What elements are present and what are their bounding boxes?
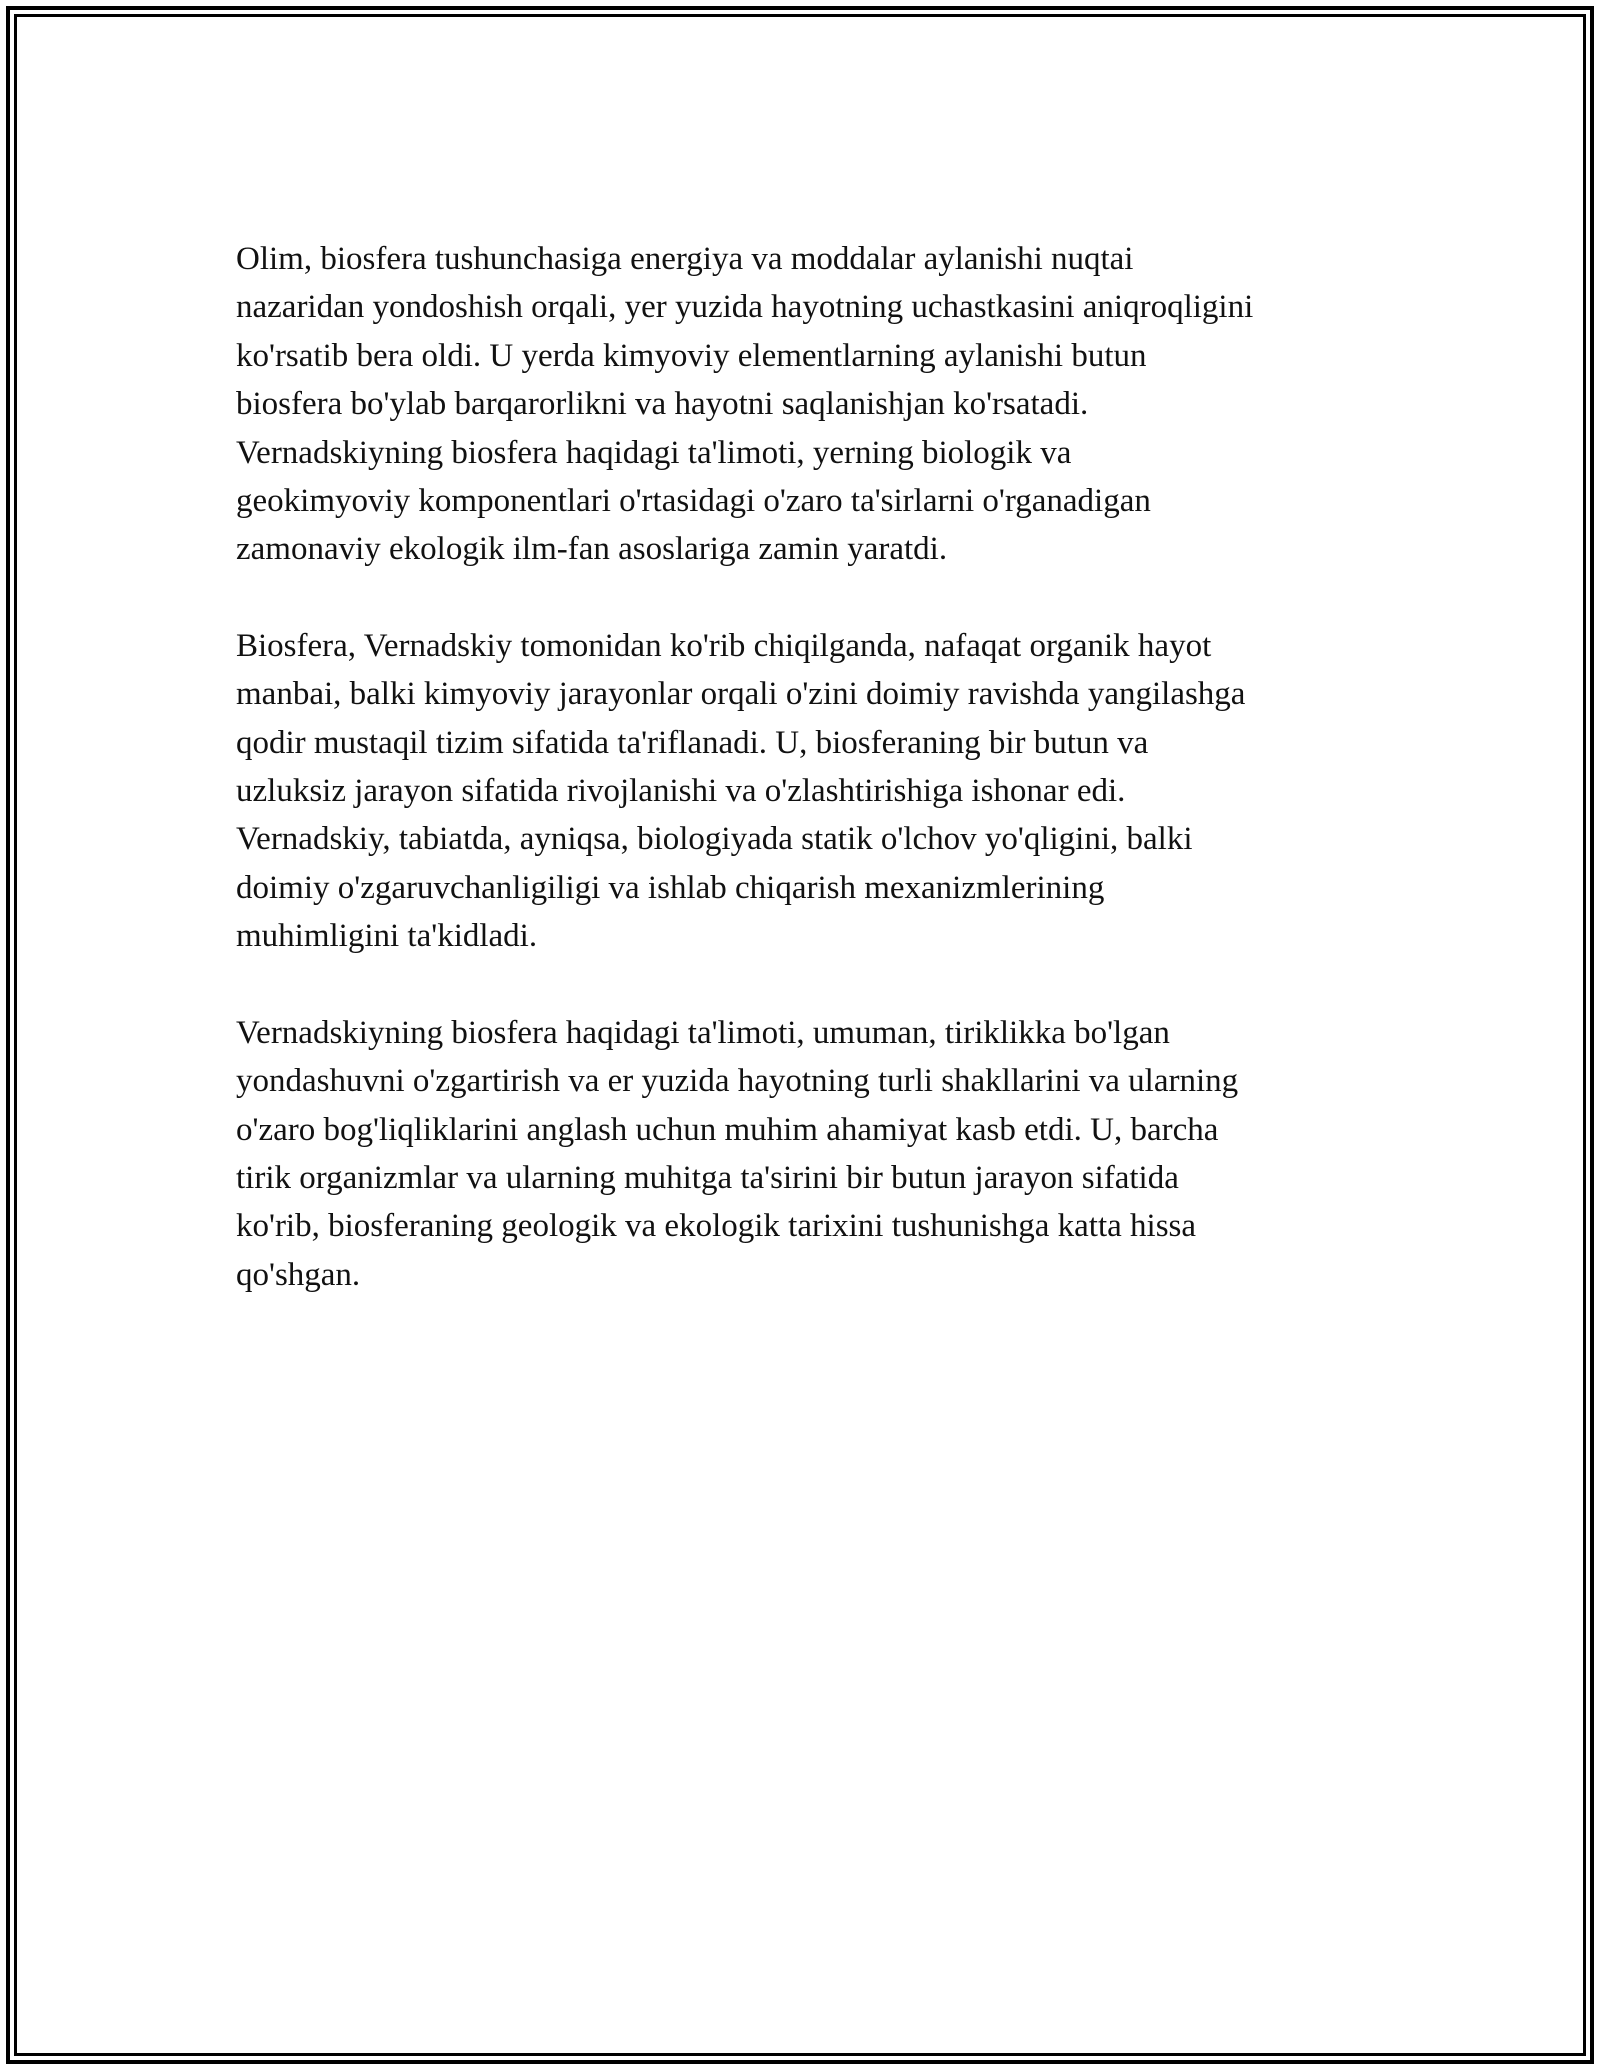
- text-line: ko'rsatib bera oldi. U yerda kimyoviy elementlarning aylanishi butun: [236, 337, 1147, 374]
- text-line: qodir mustaqil tizim sifatida ta'riflanadi. U, biosferaning bir butun va: [236, 724, 1149, 761]
- text-line: nazaridan yondoshish orqali, yer yuzida hayotning uchastkasini aniqroqligini: [236, 289, 1254, 326]
- paragraph-2: [236, 622, 1376, 961]
- text-line: tirik organizmlar va ularning muhitga ta'sirini bir butun jarayon sifatida: [236, 1159, 1179, 1196]
- paragraph-1: [236, 235, 1376, 574]
- text-line: geokimyoviy komponentlari o'rtasidagi o'zaro ta'sirlarni o'rganadigan: [236, 483, 1151, 520]
- text-line: Olim, biosfera tushunchasiga energiya va moddalar aylanishi nuqtai: [236, 241, 1134, 277]
- text-line: uzluksiz jarayon sifatida rivojlanishi va o'zlashtirishiga ishonar edi.: [236, 773, 1126, 810]
- document-body: [236, 235, 1376, 1347]
- text-line: Vernadskiyning biosfera haqidagi ta'limoti, umuman, tiriklikka bo'lgan: [236, 1014, 1170, 1051]
- text-line: yondashuvni o'zgartirish va er yuzida hayotning turli shakllarini va ularning: [236, 1063, 1239, 1100]
- text-line: Vernadskiy, tabiatda, ayniqsa, biologiyada statik o'lchov yo'qligini, balki: [236, 821, 1193, 858]
- text-line: ko'rib, biosferaning geologik va ekologik tarixini tushunishga katta hissa: [236, 1208, 1197, 1245]
- text-line: Vernadskiyning biosfera haqidagi ta'limoti, yerning biologik va: [236, 434, 1072, 471]
- text-line: doimiy o'zgaruvchanligiligi va ishlab chiqarish mexanizmlerining: [236, 869, 1105, 906]
- text-line: Biosfera, Vernadskiy tomonidan ko'rib chiqilganda, nafaqat organik hayot: [236, 627, 1212, 664]
- text-line: qo'shgan.: [236, 1256, 361, 1293]
- text-line: o'zaro bog'liqliklarini anglash uchun muhim ahamiyat kasb etdi. U, barcha: [236, 1111, 1219, 1148]
- text-line: manbai, balki kimyoviy jarayonlar orqali o'zini doimiy ravishda yangilashga: [236, 676, 1246, 713]
- text-line: biosfera bo'ylab barqarorlikni va hayotni saqlanishjan ko'rsatadi.: [236, 386, 1089, 423]
- text-line: zamonaviy ekologik ilm-fan asoslariga zamin yaratdi.: [236, 531, 948, 568]
- paragraph-3: [236, 1009, 1376, 1299]
- text-line: muhimligini ta'kidladi.: [236, 918, 538, 955]
